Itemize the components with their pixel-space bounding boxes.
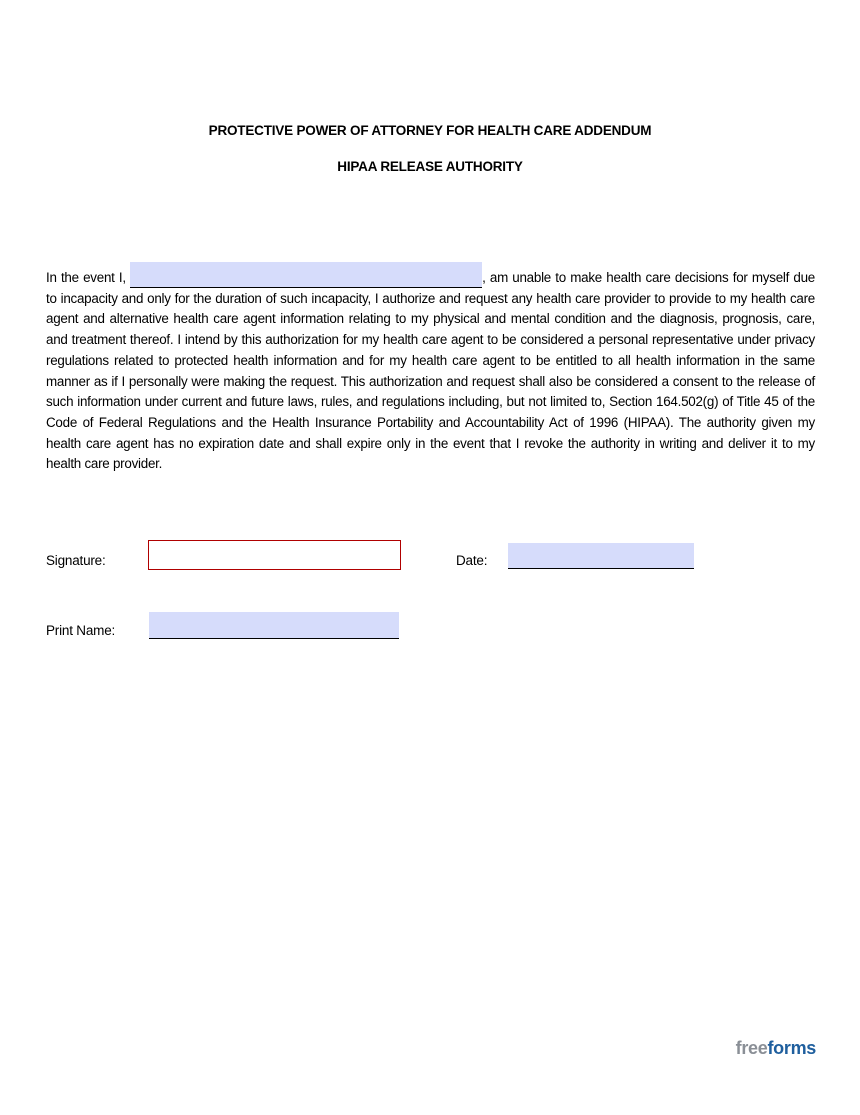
- logo-free-text: free: [735, 1038, 768, 1058]
- document-title: PROTECTIVE POWER OF ATTORNEY FOR HEALTH CARE ADDENDUM: [208, 123, 652, 138]
- freeforms-logo: [736, 1038, 816, 1059]
- authorization-paragraph: [46, 262, 815, 475]
- paragraph-text: , am unable to make health care decisions for myself due to incapacity and only for the duration of such incapacity, I authorize and request any health care provider to provide to my health care agent and alternative health care agent information relating to my physical and mental condition and the diagnosis, prognosis, care, and treatment thereof. I intend by this authorization for my health care agent to be considered a personal representative under privacy regulations related to protected health information and for my health care agent to be entitled to all health information in the same manner as if I personally were making the request. This authorization and request shall also be considered a consent to the release of such information under current and future laws, rules, and regulations including, but not limited to, Section 164.502(g) of Title 45 of the Code of Federal Regulations and the Health Insurance Portability and Accountability Act of 1996 (HIPAA). The authority given my health care agent has no expiration date and shall expire only in the event that I revoke the authority in writing and deliver it to my health care provider.: [46, 270, 815, 472]
- signature-field[interactable]: [148, 540, 401, 570]
- date-field[interactable]: [508, 543, 694, 569]
- signature-label: Signature:: [46, 553, 106, 568]
- print-name-field[interactable]: [149, 612, 399, 639]
- document-subtitle: HIPAA RELEASE AUTHORITY: [337, 159, 523, 174]
- paragraph-prefix: In the event I,: [46, 270, 126, 285]
- principal-name-field[interactable]: [130, 262, 482, 288]
- logo-forms-text: forms: [767, 1038, 816, 1058]
- date-label: Date:: [456, 553, 488, 568]
- print-name-label: Print Name:: [46, 623, 116, 638]
